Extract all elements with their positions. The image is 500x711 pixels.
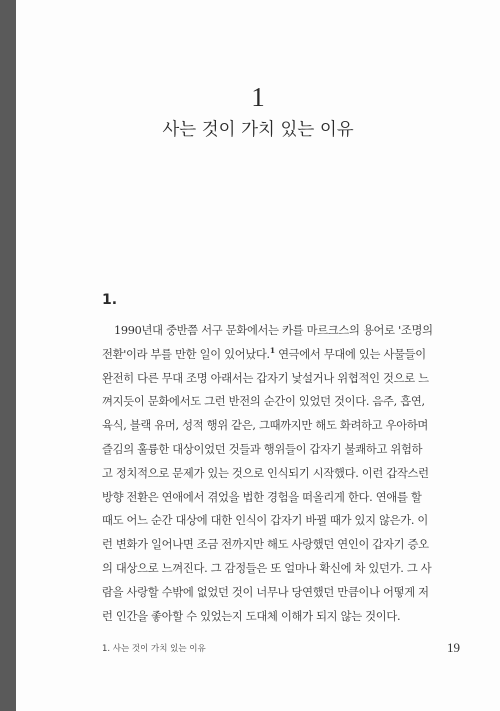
paragraph-line <box>102 343 476 367</box>
paragraph-line: 고 정치적으로 문제가 있는 것으로 인식되기 시작했다. 이런 갑작스런 <box>102 466 429 480</box>
chapter-number: 1 <box>251 82 265 112</box>
page-number: 19 <box>447 640 460 655</box>
paragraph-line: 람을 사랑할 수밖에 없었던 것이 너무나 당연했던 만큼이나 어떻게 저 <box>102 585 429 599</box>
paragraph-line: 완전히 다른 무대 조명 아래서는 갑자기 낯설거나 위협적인 것으로 느 <box>102 371 429 385</box>
book-spine-edge <box>0 0 16 711</box>
paragraph-line-part: 전환'이라 부를 만한 일이 있어났다. <box>102 347 270 361</box>
paragraph-line: 육식, 블랙 유머, 성적 행위 같은, 그때까지만 해도 화려하고 우아하며 <box>102 419 429 433</box>
chapter-title: 사는 것이 가치 있는 이유 <box>162 120 354 140</box>
paragraph-line: 런 인간을 좋아할 수 있었는지 도대체 이해가 되지 않는 것이다. <box>102 609 401 623</box>
running-head: 1. 사는 것이 가치 있는 이유 <box>102 644 206 654</box>
paragraph-line: 방향 전환은 연애에서 겪었을 법한 경험을 떠올리게 한다. 연애를 할 <box>102 490 422 504</box>
body-paragraph <box>102 319 476 628</box>
paragraph-line: 즐김의 훌륭한 대상이었던 것들과 행위들이 갑자기 불쾌하고 위험하 <box>102 442 423 456</box>
paragraph-line: 1990년대 중반쯤 서구 문화에서는 카를 마르크스의 용어로 '조명의 <box>114 324 433 337</box>
section-number: 1. <box>102 292 118 308</box>
paragraph-line: 껴지듯이 문화에서도 그런 반전의 순간이 있었던 것이다. 음주, 흡연, <box>102 395 425 409</box>
book-page <box>16 0 500 711</box>
paragraph-line: 의 대상으로 느껴진다. 그 감정들은 또 얼마나 확신에 차 있던가. 그 사 <box>102 561 432 575</box>
paragraph-line-part: 연극에서 무대에 있는 사물들이 <box>278 347 426 361</box>
paragraph-line: 런 변화가 일어나면 조금 전까지만 해도 사랑했던 연인이 갑자기 증오 <box>102 538 429 552</box>
paragraph-line: 때도 어느 순간 대상에 대한 인식이 갑자기 바뀔 때가 있지 않은가. 이 <box>102 514 429 528</box>
footnote-marker[interactable]: 1 <box>269 346 275 356</box>
